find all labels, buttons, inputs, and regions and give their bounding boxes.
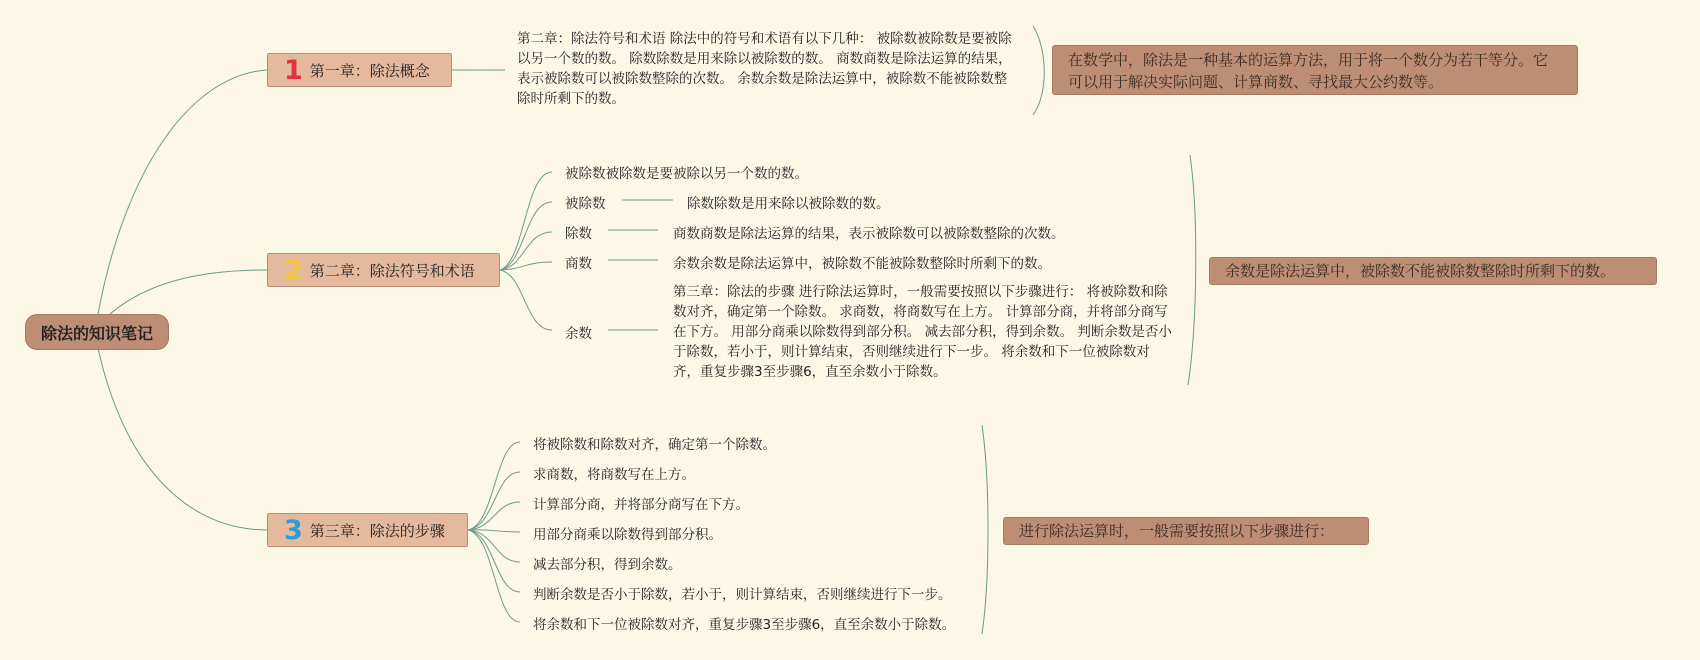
chapter-2-item-3[interactable]: 除数 xyxy=(565,226,592,242)
chapter-1-text[interactable]: 第二章：除法符号和术语 除法中的符号和术语有以下几种： 被除数被除数是要被除以另一个数的数。 除数除数是用来除以被除数的数。 商数商数是除法运算的结果，表示被除数可以被除数整除的次数。 余数余数是除法运算中，被除数不能被除数整除时所剩下的数。 xyxy=(517,31,1012,107)
number-1-icon: 1 xyxy=(284,54,303,86)
chapter-2-summary[interactable]: 余数是除法运算中，被除数不能被除数整除时所剩下的数。 xyxy=(1209,257,1657,285)
chapter-2-node[interactable] xyxy=(267,253,500,287)
chapter-1-summary[interactable]: 在数学中，除法是一种基本的运算方法，用于将一个数分为若干等分。它可以用于解决实际问题、计算商数、寻找最大公约数等。 xyxy=(1052,45,1578,95)
chapter-2-item-5-detail[interactable]: 第三章：除法的步骤 进行除法运算时，一般需要按照以下步骤进行： 将被除数和除数对齐，确定第一个除数。 求商数，将商数写在上方。 计算部分商，并将部分商写在下方。 用部分商乘以除数得到部分积。 减去部分积，得到余数。 判断余数是否小于除数，若小于，则计算结束，否则继续进行下一步。 将余数和下一位被除数对齐，重复步骤3至步骤6，直至余数小于除数。 xyxy=(673,284,1172,380)
chapter-2-item-2[interactable]: 被除数 xyxy=(565,196,606,212)
chapter-3-step-2[interactable]: 求商数，将商数写在上方。 xyxy=(533,467,695,483)
chapter-3-label: 第三章：除法的步骤 xyxy=(309,521,445,540)
number-3-icon: 3 xyxy=(284,514,303,546)
chapter-2-label: 第二章：除法符号和术语 xyxy=(309,261,475,280)
chapter-2-item-3-detail[interactable]: 商数商数是除法运算的结果，表示被除数可以被除数整除的次数。 xyxy=(673,226,1065,242)
number-2-icon: 2 xyxy=(284,254,303,286)
root-label: 除法的知识笔记 xyxy=(40,323,153,343)
chapter-3-step-5[interactable]: 减去部分积，得到余数。 xyxy=(533,557,682,573)
chapter-3-step-1[interactable]: 将被除数和除数对齐，确定第一个除数。 xyxy=(533,437,776,453)
chapter-2-item-5[interactable]: 余数 xyxy=(565,326,592,342)
chapter-3-summary[interactable]: 进行除法运算时，一般需要按照以下步骤进行： xyxy=(1003,517,1369,545)
chapter-3-node[interactable] xyxy=(267,513,468,547)
chapter-2-item-1[interactable]: 被除数被除数是要被除以另一个数的数。 xyxy=(565,166,808,182)
chapter-1-node[interactable] xyxy=(267,53,452,87)
chapter-2-item-2-detail[interactable]: 除数除数是用来除以被除数的数。 xyxy=(687,196,890,212)
chapter-3-step-7[interactable]: 将余数和下一位被除数对齐，重复步骤3至步骤6，直至余数小于除数。 xyxy=(533,617,956,633)
chapter-3-step-6[interactable]: 判断余数是否小于除数，若小于，则计算结束，否则继续进行下一步。 xyxy=(533,587,952,603)
chapter-1-label: 第一章：除法概念 xyxy=(309,61,430,80)
chapter-3-step-4[interactable]: 用部分商乘以除数得到部分积。 xyxy=(533,527,722,543)
chapter-3-step-3[interactable]: 计算部分商，并将部分商写在下方。 xyxy=(533,497,749,513)
chapter-2-item-4-detail[interactable]: 余数余数是除法运算中，被除数不能被除数整除时所剩下的数。 xyxy=(673,256,1051,272)
chapter-2-item-4[interactable]: 商数 xyxy=(565,256,592,272)
root-node[interactable] xyxy=(25,314,169,350)
